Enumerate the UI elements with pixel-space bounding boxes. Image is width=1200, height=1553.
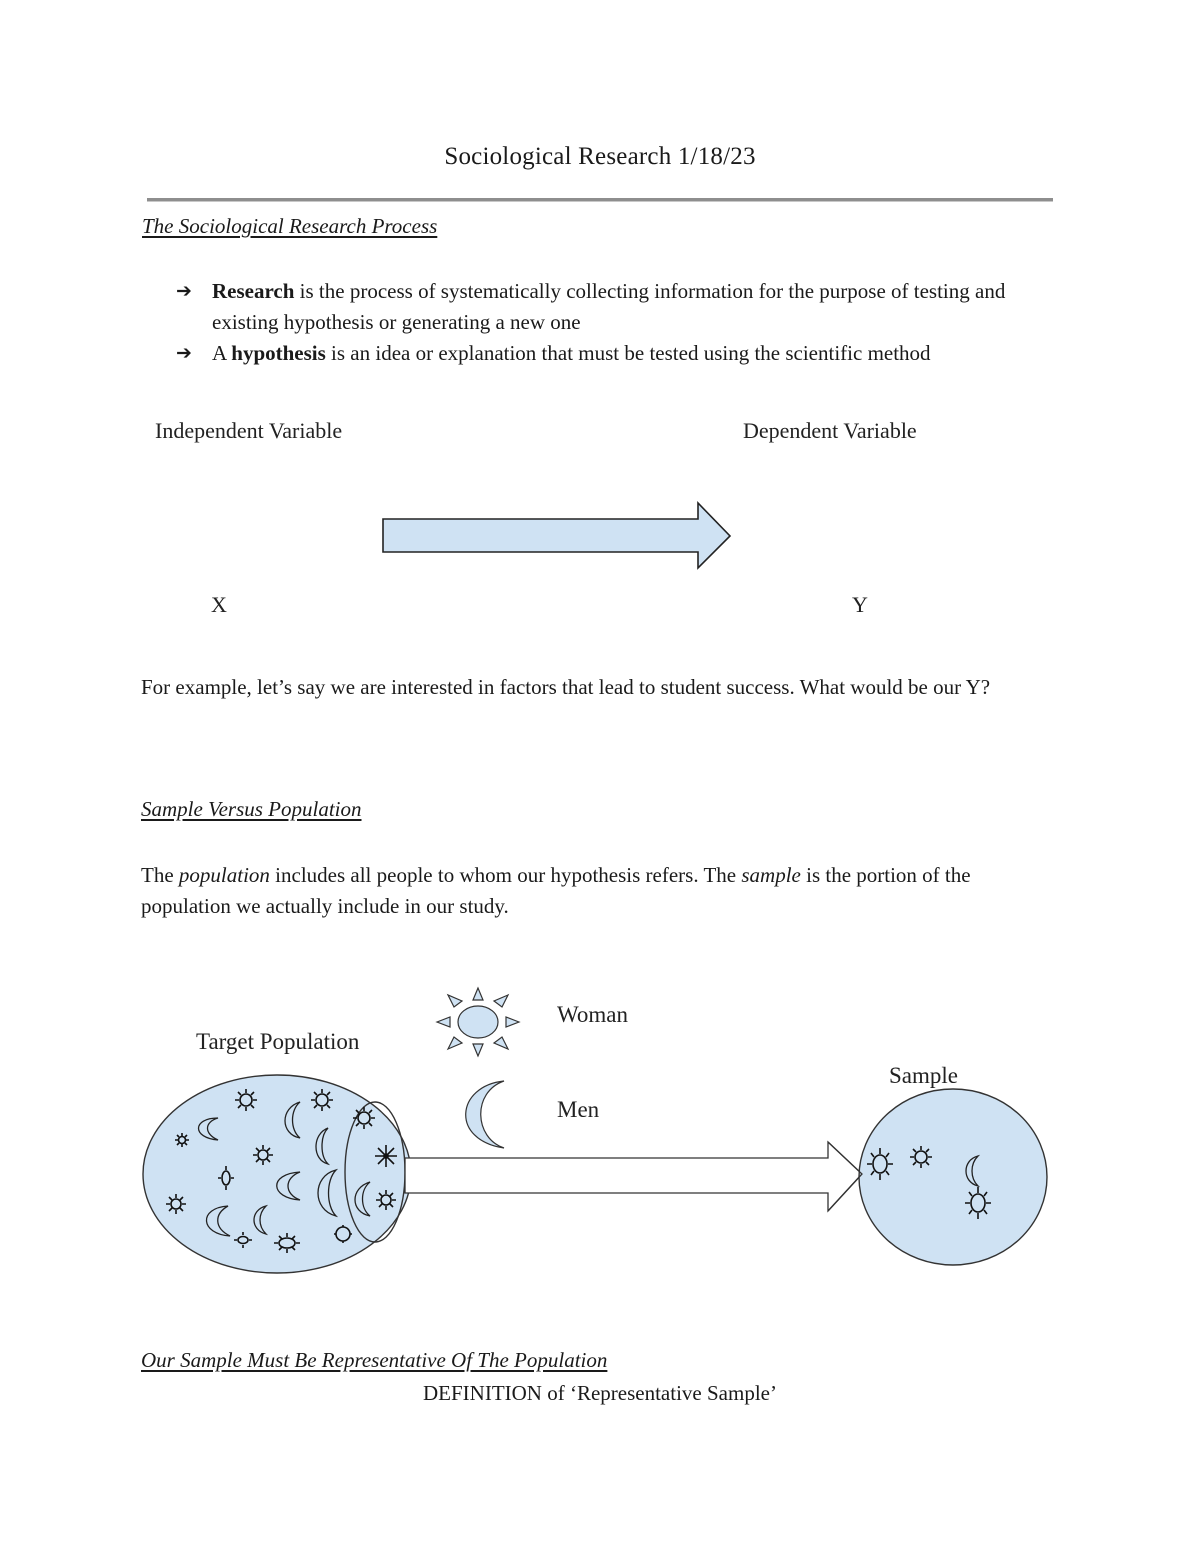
- text: The: [141, 863, 179, 887]
- bullet-text: is an idea or explanation that must be tested using the scientific method: [325, 341, 931, 365]
- dependent-variable-label: Dependent Variable: [743, 418, 917, 443]
- bullet-research: [176, 276, 1036, 338]
- bullet-prefix: A: [212, 341, 232, 365]
- page-title: Sociological Research 1/18/23: [444, 143, 756, 170]
- sun-icon: [434, 985, 524, 1060]
- section-heading-representative: Our Sample Must Be Representative Of The Population: [141, 1348, 608, 1372]
- arrow-right-icon: ➔: [176, 280, 192, 302]
- section-heading-research-process: The Sociological Research Process: [142, 214, 438, 238]
- sampling-arrow-icon: [405, 1142, 862, 1211]
- term-population: population: [178, 863, 270, 887]
- term-research: Research: [212, 279, 295, 303]
- arrow-right-icon: ➔: [176, 342, 192, 364]
- legend-woman-label: Woman: [557, 1002, 628, 1027]
- y-symbol: Y: [852, 592, 868, 617]
- target-population-label: Target Population: [196, 1029, 360, 1054]
- population-definition-paragraph: [141, 860, 1046, 922]
- independent-variable-label: Independent Variable: [155, 418, 343, 443]
- bullet-text: is the process of systematically collecting information for the purpose of testing and existing hypothesis or generating a new one: [212, 279, 1006, 334]
- term-hypothesis: hypothesis: [231, 341, 326, 365]
- example-paragraph: For example, let’s say we are interested in factors that lead to student success. What would be our Y?: [141, 675, 991, 699]
- section-heading-sample-vs-population: Sample Versus Population: [141, 797, 362, 821]
- bullet-hypothesis: [176, 338, 1036, 369]
- x-symbol: X: [211, 592, 227, 617]
- term-sample: sample: [741, 863, 801, 887]
- definition-line: DEFINITION of ‘Representative Sample’: [423, 1381, 777, 1405]
- legend-men-label: Men: [557, 1097, 600, 1122]
- text: includes all people to whom our hypothesis refers. The: [269, 863, 742, 887]
- sample-ellipse: [859, 1089, 1047, 1265]
- sample-label: Sample: [889, 1063, 958, 1088]
- text: is the portion of the population we actually include in our study.: [141, 863, 971, 918]
- horizontal-rule: [147, 198, 1053, 202]
- population-sample-diagram: [140, 1070, 1055, 1285]
- cause-arrow-icon: [380, 500, 740, 572]
